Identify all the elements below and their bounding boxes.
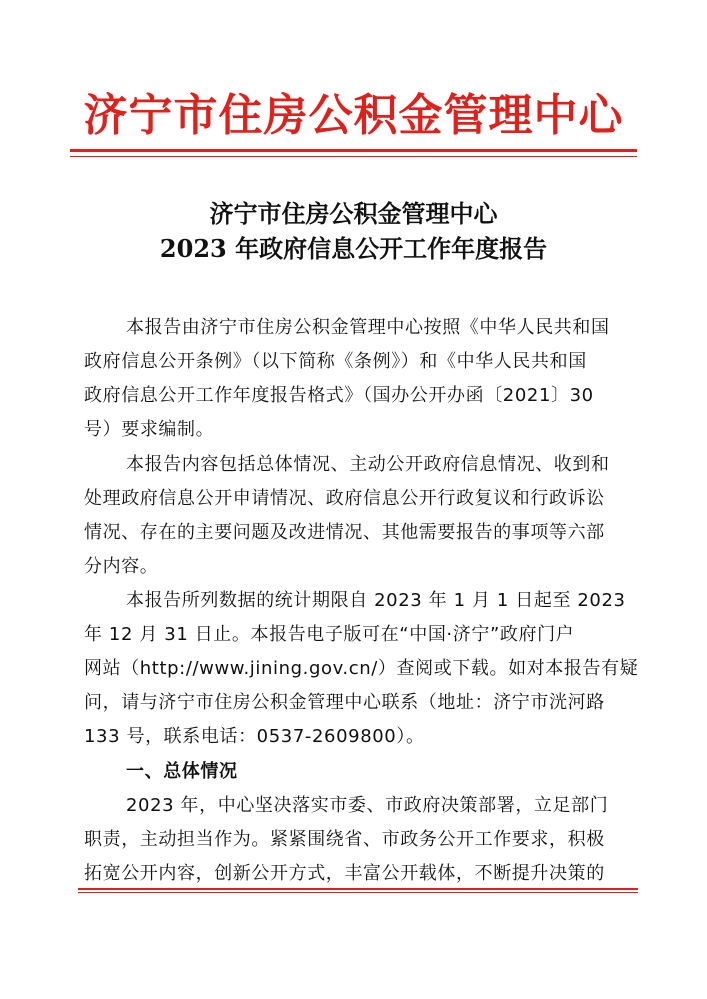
paragraph-line: 处理政府信息公开申请情况、政府信息公开行政复议和行政诉讼 [84,488,605,509]
report-title-line-2: 2023 年政府信息公开工作年度报告 [159,234,548,263]
paragraph-line: 情况、存在的主要问题及改进情况、其他需要报告的事项等六部 [84,522,605,543]
footer-rule-thin [78,892,638,893]
section-heading: 一、总体情况 [126,761,238,782]
paragraph-line: 年 12 月 31 日止。本报告电子版可在“中国·济宁”政府门户 [84,624,575,645]
paragraph-line: 本报告由济宁市住房公积金管理中心按照《中华人民共和国 [126,317,610,338]
paragraph-line: 号）要求编制。 [84,419,215,440]
paragraph-line: 政府信息公开条例》（以下简称《条例》）和《中华人民共和国 [84,351,587,372]
masthead-title: 济宁市住房公积金管理中心 [83,90,624,141]
paragraph-line: 本报告所列数据的统计期限自 2023 年 1 月 1 日起至 2023 [126,590,626,611]
paragraph-line: 分内容。 [84,556,159,577]
paragraph-line: 问，请与济宁市住房公积金管理中心联系（地址：济宁市洸河路 [84,692,605,713]
paragraph-line: 网站（http://www.jining.gov.cn/）查阅或下载。如对本报告有疑 [84,658,639,679]
paragraph-line: 职责，主动担当作为。紧紧围绕省、市政务公开工作要求，积极 [84,829,605,850]
footer-rule-thick [78,888,638,890]
paragraph-line: 本报告内容包括总体情况、主动公开政府信息情况、收到和 [126,454,610,475]
masthead-rule-thin [70,156,637,157]
paragraph-line: 133 号，联系电话：0537-2609800）。 [84,726,425,747]
paragraph-line: 拓宽公开内容，创新公开方式，丰富公开载体，不断提升决策的 [84,863,605,884]
paragraph-line: 政府信息公开工作年度报告格式》（国办公开办函〔2021〕30 [84,385,594,406]
paragraph-line: 2023 年，中心坚决落实市委、市政府决策部署，立足部门 [126,795,609,816]
report-title-line-1: 济宁市住房公积金管理中心 [209,199,498,228]
masthead-rule-thick [70,149,637,152]
